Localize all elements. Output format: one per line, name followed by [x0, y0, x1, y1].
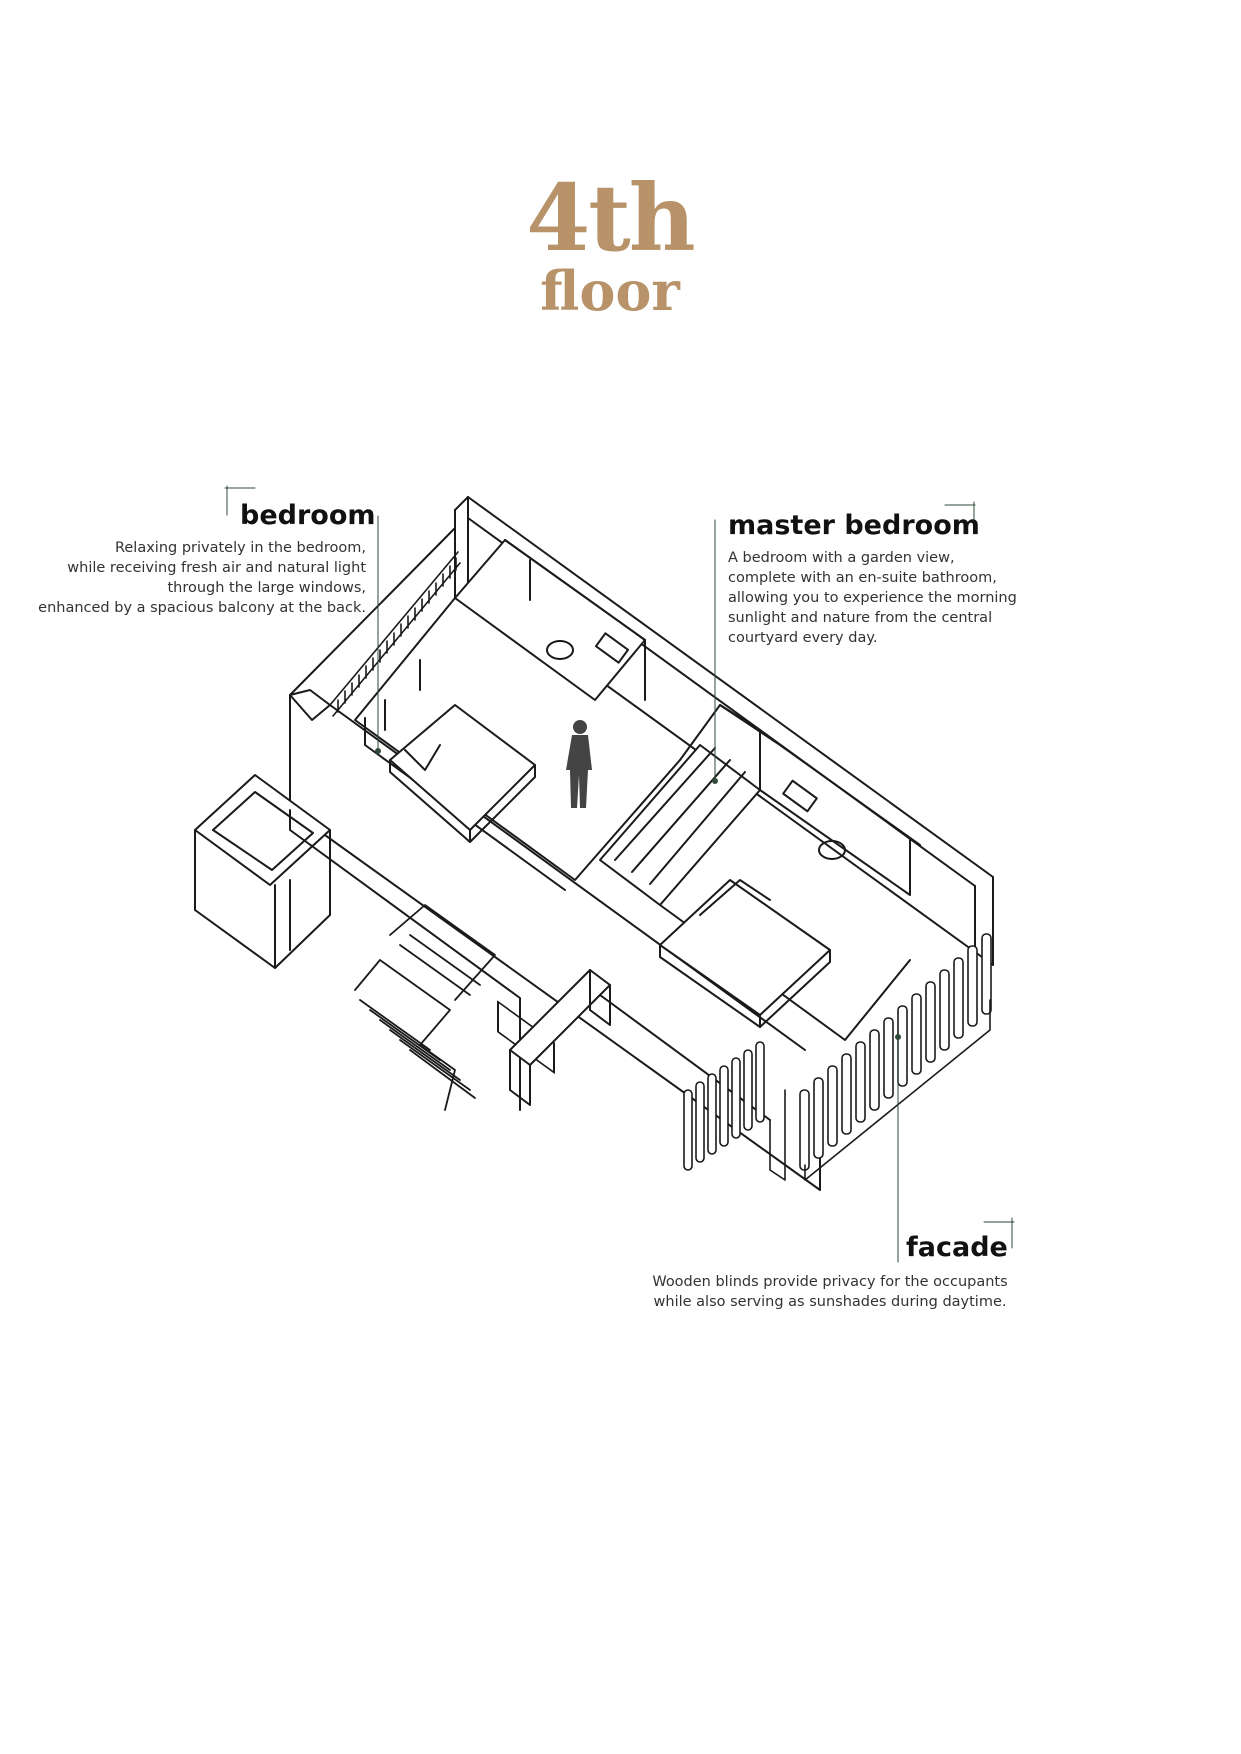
floor-number-title: 4th	[526, 164, 694, 272]
bedroom-desc-line: while receiving fresh air and natural light	[67, 560, 366, 576]
bedroom-heading: bedroom	[240, 500, 376, 531]
master-bedroom-description	[728, 548, 1028, 648]
person-figure-icon	[566, 720, 592, 808]
floor-word-title: floor	[540, 259, 680, 323]
bedroom-desc-line: through the large windows,	[167, 580, 366, 596]
master-bedroom-desc-line: sunlight and nature from the central	[728, 610, 993, 626]
master-bedroom-desc-line: A bedroom with a garden view,	[728, 550, 955, 566]
blinds-front-left	[684, 1042, 764, 1170]
facade-desc-line: while also serving as sunshades during daytime.	[653, 1294, 1007, 1310]
master-bedroom-desc-line: allowing you to experience the morning	[728, 590, 1017, 606]
facade-desc-line: Wooden blinds provide privacy for the occupants	[652, 1274, 1008, 1290]
bedroom-desc-line: enhanced by a spacious balcony at the back.	[38, 600, 366, 616]
bedroom-desc-line: Relaxing privately in the bedroom,	[114, 540, 366, 556]
master-bedroom-heading: master bedroom	[728, 510, 980, 541]
master-bedroom-desc-line: courtyard every day.	[728, 630, 878, 646]
master-bedroom-desc-line: complete with an en-suite bathroom,	[728, 570, 997, 586]
bed-icon-master	[660, 880, 830, 1027]
facade-description	[640, 1272, 1020, 1312]
facade-heading: facade	[906, 1232, 1008, 1263]
bedroom-description	[30, 538, 366, 618]
staircase-icon	[355, 905, 495, 1110]
stair-tower	[195, 775, 330, 968]
bed-icon	[390, 705, 535, 842]
